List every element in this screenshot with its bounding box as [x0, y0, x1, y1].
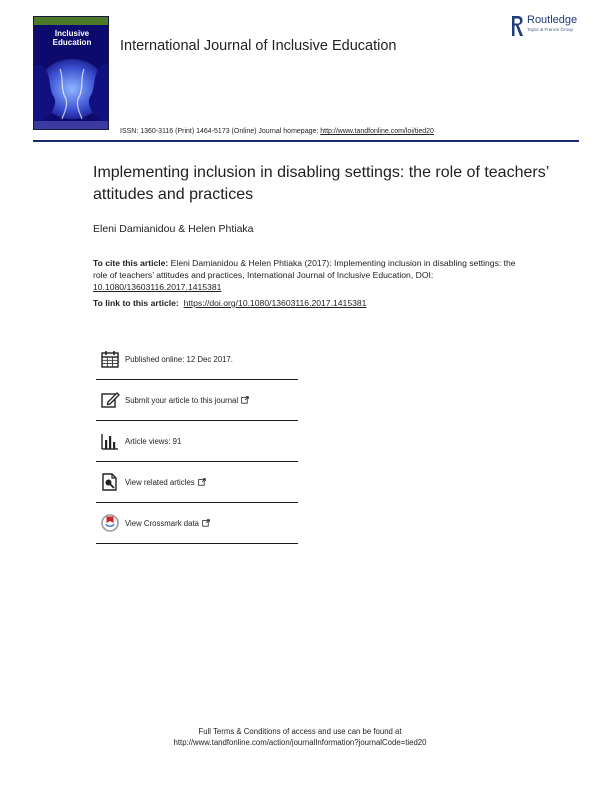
related-articles-link[interactable]: [125, 478, 206, 487]
article-views-row: [96, 421, 298, 462]
external-link-icon: [198, 478, 206, 486]
article-metadata-list: [96, 339, 298, 544]
journal-cover-image: [33, 16, 109, 130]
external-link-icon: [202, 519, 210, 527]
header-divider: [33, 140, 579, 142]
submit-article-row[interactable]: [96, 380, 298, 421]
citation-doi-link[interactable]: 10.1080/13603116.2017.1415381: [93, 282, 222, 292]
submit-article-link[interactable]: [125, 396, 249, 405]
external-link-icon: [241, 396, 249, 404]
publisher-name: Routledge: [527, 14, 578, 26]
cover-title: [39, 29, 105, 47]
published-online-text: Published online: 12 Dec 2017.: [125, 354, 233, 364]
citation-block: [93, 257, 523, 293]
terms-footer-line-1: Full Terms & Conditions of access and use can be found at: [198, 727, 402, 736]
issn-line: [120, 128, 434, 135]
article-title: Implementing inclusion in disabling settings: the role of teachers’ attitudes and practices: [93, 164, 549, 203]
bar-chart-icon: [100, 431, 120, 451]
crossmark-icon: [100, 513, 120, 533]
journal-title: International Journal of Inclusive Education: [120, 38, 397, 54]
article-link-block: [93, 298, 366, 308]
cover-top-band: [34, 17, 108, 25]
published-online-row: [96, 339, 298, 380]
edit-icon: [100, 390, 120, 410]
publisher-logo[interactable]: [510, 14, 577, 44]
crossmark-link[interactable]: [125, 519, 210, 528]
crossmark-text: View Crossmark data: [125, 518, 199, 528]
search-document-icon: [100, 472, 120, 492]
article-link-label: To link to this article:: [93, 298, 179, 308]
article-authors: Eleni Damianidou & Helen Phtiaka: [93, 223, 254, 235]
cover-title-line-2: Education: [52, 38, 92, 47]
issn-text: ISSN: 1360-3116 (Print) 1464-5173 (Online) Journal homepage:: [120, 128, 321, 135]
related-articles-row[interactable]: [96, 462, 298, 503]
publisher-subtitle: Taylor & Francis Group: [527, 27, 574, 32]
crossmark-row[interactable]: [96, 503, 298, 544]
cover-bottom-band: [34, 121, 108, 129]
terms-footer: [0, 726, 600, 748]
cover-title-line-1: Inclusive: [54, 29, 90, 38]
journal-homepage-link[interactable]: http://www.tandfonline.com/loi/tied20: [320, 128, 434, 135]
citation-label: To cite this article:: [93, 258, 169, 268]
terms-footer-link[interactable]: http://www.tandfonline.com/action/journalInformation?journalCode=tied20: [173, 738, 427, 747]
article-doi-url-link[interactable]: https://doi.org/10.1080/13603116.2017.1415381: [183, 298, 367, 308]
citation-text: Eleni Damianidou & Helen Phtiaka (2017): Implementing inclusion in disabling settings: the role of teachers’ attitudes and practices, International Journal of Inclusive Education, DOI:: [93, 258, 516, 280]
routledge-logo-icon: [510, 14, 524, 38]
related-articles-text: View related articles: [125, 477, 195, 487]
cover-art-faces: [34, 55, 109, 123]
calendar-icon: [100, 349, 120, 369]
article-views-text: Article views: 91: [125, 436, 182, 446]
submit-article-text: Submit your article to this journal: [125, 395, 239, 405]
